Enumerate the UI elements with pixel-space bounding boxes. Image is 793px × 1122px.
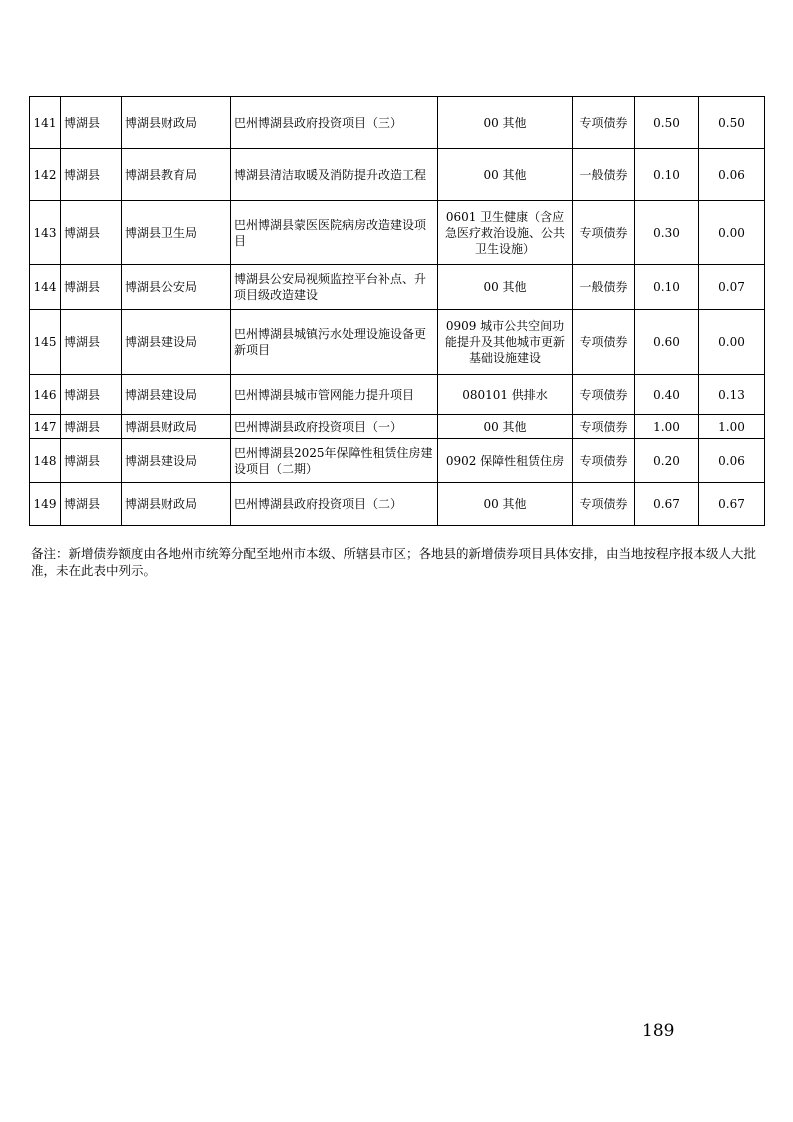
bond-type-cell: 专项债券 xyxy=(573,201,635,265)
amount-cell: 0.20 xyxy=(635,439,699,483)
bond-type-cell: 专项债券 xyxy=(573,310,635,375)
department-cell: 博湖县财政局 xyxy=(122,97,231,149)
county-cell: 博湖县 xyxy=(61,310,122,375)
table-row xyxy=(30,439,765,483)
category-cell: 0902 保障性租赁住房 xyxy=(438,439,573,483)
department-cell: 博湖县公安局 xyxy=(122,265,231,310)
table-row xyxy=(30,149,765,201)
amount-cell: 0.67 xyxy=(699,483,765,526)
row-number: 149 xyxy=(30,483,61,526)
county-cell: 博湖县 xyxy=(61,201,122,265)
amount-cell: 0.40 xyxy=(635,375,699,415)
amount-cell: 0.30 xyxy=(635,201,699,265)
project-name-cell: 巴州博湖县政府投资项目（三） xyxy=(231,97,438,149)
county-cell: 博湖县 xyxy=(61,265,122,310)
bond-type-cell: 专项债券 xyxy=(573,375,635,415)
row-number: 148 xyxy=(30,439,61,483)
row-number: 146 xyxy=(30,375,61,415)
county-cell: 博湖县 xyxy=(61,415,122,439)
category-cell: 00 其他 xyxy=(438,97,573,149)
amount-cell: 0.50 xyxy=(699,97,765,149)
table-row xyxy=(30,483,765,526)
row-number: 142 xyxy=(30,149,61,201)
project-name-cell: 博湖县公安局视频监控平台补点、升项目级改造建设 xyxy=(231,265,438,310)
category-cell: 00 其他 xyxy=(438,483,573,526)
table-row xyxy=(30,265,765,310)
amount-cell: 0.00 xyxy=(699,201,765,265)
department-cell: 博湖县建设局 xyxy=(122,375,231,415)
bond-type-cell: 专项债券 xyxy=(573,483,635,526)
row-number: 144 xyxy=(30,265,61,310)
amount-cell: 1.00 xyxy=(635,415,699,439)
bond-type-cell: 一般债券 xyxy=(573,149,635,201)
county-cell: 博湖县 xyxy=(61,375,122,415)
department-cell: 博湖县卫生局 xyxy=(122,201,231,265)
amount-cell: 0.00 xyxy=(699,310,765,375)
department-cell: 博湖县财政局 xyxy=(122,415,231,439)
bond-type-cell: 专项债券 xyxy=(573,439,635,483)
department-cell: 博湖县建设局 xyxy=(122,310,231,375)
bond-type-cell: 专项债券 xyxy=(573,415,635,439)
table-row xyxy=(30,201,765,265)
amount-cell: 0.10 xyxy=(635,149,699,201)
amount-cell: 0.50 xyxy=(635,97,699,149)
amount-cell: 0.07 xyxy=(699,265,765,310)
bond-project-table xyxy=(29,96,765,526)
project-name-cell: 巴州博湖县蒙医医院病房改造建设项目 xyxy=(231,201,438,265)
department-cell: 博湖县建设局 xyxy=(122,439,231,483)
category-cell: 0909 城市公共空间功能提升及其他城市更新基础设施建设 xyxy=(438,310,573,375)
county-cell: 博湖县 xyxy=(61,149,122,201)
category-cell: 00 其他 xyxy=(438,149,573,201)
project-name-cell: 巴州博湖县政府投资项目（一） xyxy=(231,415,438,439)
project-name-cell: 博湖县清洁取暖及消防提升改造工程 xyxy=(231,149,438,201)
category-cell: 00 其他 xyxy=(438,415,573,439)
table-row xyxy=(30,310,765,375)
amount-cell: 0.10 xyxy=(635,265,699,310)
project-name-cell: 巴州博湖县政府投资项目（二） xyxy=(231,483,438,526)
table-row xyxy=(30,97,765,149)
category-cell: 080101 供排水 xyxy=(438,375,573,415)
county-cell: 博湖县 xyxy=(61,483,122,526)
row-number: 147 xyxy=(30,415,61,439)
table-row xyxy=(30,375,765,415)
table-row xyxy=(30,415,765,439)
bond-type-cell: 专项债券 xyxy=(573,97,635,149)
amount-cell: 0.06 xyxy=(699,149,765,201)
project-name-cell: 巴州博湖县城镇污水处理设施设备更新项目 xyxy=(231,310,438,375)
project-name-cell: 巴州博湖县城市管网能力提升项目 xyxy=(231,375,438,415)
row-number: 143 xyxy=(30,201,61,265)
amount-cell: 0.13 xyxy=(699,375,765,415)
bond-type-cell: 一般债券 xyxy=(573,265,635,310)
amount-cell: 0.60 xyxy=(635,310,699,375)
county-cell: 博湖县 xyxy=(61,97,122,149)
category-cell: 00 其他 xyxy=(438,265,573,310)
project-name-cell: 巴州博湖县2025年保障性租赁住房建设项目（二期） xyxy=(231,439,438,483)
table-footnote: 备注：新增债券额度由各地州市统筹分配至地州市本级、所辖县市区；各地县的新增债券项目具体安排，由当地按程序报本级人大批准，未在此表中列示。 xyxy=(31,545,757,578)
page-number: 189 xyxy=(642,1021,675,1041)
row-number: 145 xyxy=(30,310,61,375)
department-cell: 博湖县教育局 xyxy=(122,149,231,201)
row-number: 141 xyxy=(30,97,61,149)
category-cell: 0601 卫生健康（含应急医疗救治设施、公共卫生设施） xyxy=(438,201,573,265)
amount-cell: 0.06 xyxy=(699,439,765,483)
county-cell: 博湖县 xyxy=(61,439,122,483)
department-cell: 博湖县财政局 xyxy=(122,483,231,526)
amount-cell: 0.67 xyxy=(635,483,699,526)
amount-cell: 1.00 xyxy=(699,415,765,439)
